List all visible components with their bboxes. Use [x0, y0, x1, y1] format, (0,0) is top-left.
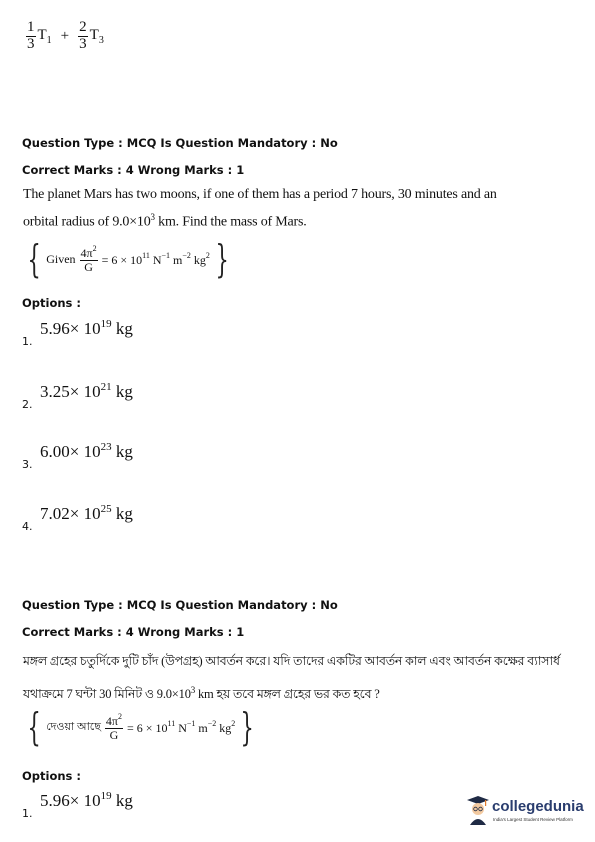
collegedunia-logo [466, 795, 588, 829]
logo-tagline: India's Largest Student Review Platform [493, 817, 573, 822]
formula-fraction-1: $\frac{1}{3}$ [27, 19, 35, 52]
given-rhs: = $6 \times 10^{11}$ $N^{-1}$ $m^{-2}$ $kg^2$ [126, 718, 236, 735]
q1-question-type: Question Type : MCQ Is Question Mandatory : No [22, 136, 338, 150]
left-brace: { [27, 237, 41, 281]
q2-question-type: Question Type : MCQ Is Question Mandatory : No [22, 598, 338, 612]
given-rhs: = $6 \times 10^{11}$ $N^{-1}$ $m^{-2}$ $kg^2$ [101, 250, 210, 267]
q2-given-formula: { দেওয়া আছে $\frac{4\pi^2}{G}$ = $6 \times 10^{11}$ $N^{-1}$ $m^{-2}$ $kg^2$ } [27, 705, 254, 749]
right-brace: } [240, 705, 254, 749]
formula-fraction-2: $\frac{2}{3}$ [79, 19, 87, 52]
q1-question-text: The planet Mars has two moons, if one of them has a period 7 hours, 30 minutes and an orbital radius of $9.0\times 10^3$ km. Find the mass of Mars. [23, 187, 497, 230]
given-fraction: $\frac{4\pi^2}{G}$ [105, 711, 122, 742]
q2-question-text: মঙ্গল গ্রহের চতুর্দিকে দুটি চাঁদ (উপগ্রহ) আবর্তন করে। যদি তাদের একটির আবর্তন কাল এবং আবর্তন কক্ষের ব্যাসার্ধ যথাক্রমে 7 ঘন্টা 30 মিনিট ও $9.0\times 10^3$ km হয় তবে মঙ্গল গ্রহের ভর কত হবে ? [23, 654, 560, 702]
logo-wordmark: collegedunia [492, 798, 584, 815]
top-formula [26, 20, 104, 53]
q1-options-label: Options : [22, 296, 81, 310]
left-brace: { [27, 705, 41, 749]
formula-var-1: $T_1$ [37, 26, 52, 46]
q1-marks: Correct Marks : 4 Wrong Marks : 1 [22, 163, 245, 177]
q1-given-formula: { Given $\frac{4\pi^2}{G}$ = $6 \times 10^{11}$ $N^{-1}$ $m^{-2}$ $kg^2$ } [27, 237, 229, 281]
graduate-mascot-icon [466, 795, 490, 825]
right-brace: } [215, 237, 229, 281]
q2-options-label: Options : [22, 769, 81, 783]
given-fraction: $\frac{4\pi^2}{G}$ [80, 243, 97, 274]
formula-plus: + [60, 27, 70, 44]
q2-marks: Correct Marks : 4 Wrong Marks : 1 [22, 625, 245, 639]
formula-var-2: $T_3$ [89, 26, 104, 46]
